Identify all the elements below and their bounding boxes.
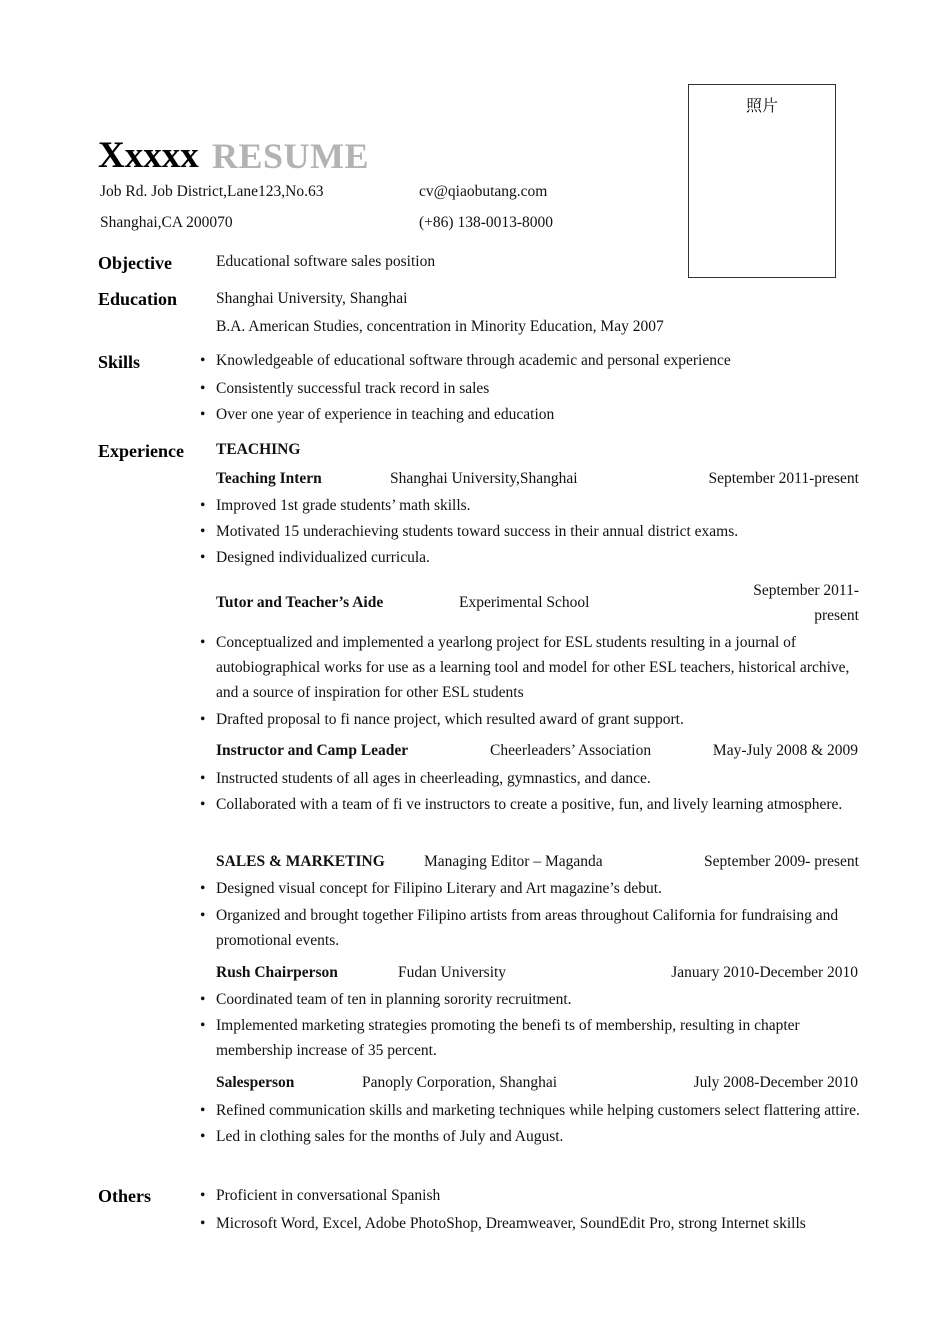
photo-label: 照片 (745, 96, 778, 115)
skills-heading: Skills (98, 352, 141, 372)
objective-heading: Objective (98, 253, 172, 273)
photo-placeholder (688, 84, 836, 278)
job-organization: Fudan University (398, 964, 507, 981)
job-organization: Cheerleaders’ Association (490, 742, 652, 759)
objective-text: Educational software sales position (216, 253, 436, 270)
education-school: Shanghai University, Shanghai (216, 290, 408, 307)
job-bullets (216, 630, 861, 732)
list-item: • Implemented marketing strategies promoting the benefi ts of membership, resulting in chapter membership increase of 35 percent. (216, 1013, 861, 1063)
list-item: • Designed visual concept for Filipino Literary and Art magazine’s debut. (216, 876, 861, 901)
list-item: • Organized and brought together Filipino artists from areas throughout California for fundraising and promotional events. (216, 903, 861, 953)
education-heading: Education (98, 289, 178, 309)
list-item: • Led in clothing sales for the months of July and August. (216, 1124, 861, 1149)
list-item: • Drafted proposal to fi nance project, which resulted award of grant support. (216, 707, 861, 732)
others-heading: Others (98, 1186, 151, 1206)
experience-heading: Experience (98, 441, 184, 461)
job-date: May-July 2008 & 2009 (712, 742, 858, 759)
job-title: SALES & MARKETING (216, 853, 385, 870)
list-item: • Motivated 15 underachieving students toward success in their annual district exams. (216, 519, 861, 544)
job-date: September 2011- (753, 582, 859, 599)
list-item: • Collaborated with a team of fi ve instructors to create a positive, fun, and lively learning atmosphere. (216, 792, 861, 817)
list-item: • Coordinated team of ten in planning sorority recruitment. (216, 987, 861, 1012)
job-title: Tutor and Teacher’s Aide (216, 594, 384, 611)
job-bullets (216, 1098, 861, 1149)
job-title: Teaching Intern (216, 470, 322, 487)
candidate-name: Xxxxx (98, 135, 199, 176)
resume-title: RESUME (212, 136, 370, 176)
job-date: September 2011-present (708, 470, 859, 487)
skills-list (216, 348, 861, 427)
job-date: July 2008-December 2010 (693, 1074, 858, 1091)
address-line-1: Job Rd. Job District,Lane123,No.63 (100, 183, 324, 200)
others-list (216, 1183, 861, 1236)
list-item: • Over one year of experience in teaching and education (216, 402, 861, 427)
job-bullets (216, 876, 861, 953)
list-item: • Microsoft Word, Excel, Adobe PhotoShop, Dreamweaver, SoundEdit Pro, strong Internet skills (216, 1211, 861, 1236)
job-organization: Managing Editor – Maganda (424, 853, 603, 870)
phone-number: (+86) 138-0013-8000 (419, 214, 554, 231)
list-item: • Designed individualized curricula. (216, 545, 861, 570)
job-bullets (216, 987, 861, 1063)
list-item: • Instructed students of all ages in cheerleading, gymnastics, and dance. (216, 766, 861, 791)
job-date: September 2009- present (704, 853, 859, 870)
teaching-subheading: TEACHING (216, 441, 301, 458)
job-title: Salesperson (216, 1074, 295, 1091)
list-item: • Proficient in conversational Spanish (216, 1183, 861, 1208)
job-title: Rush Chairperson (216, 964, 338, 981)
job-organization: Panoply Corporation, Shanghai (362, 1074, 558, 1091)
list-item: • Consistently successful track record in sales (216, 376, 861, 401)
email-address: cv@qiaobutang.com (419, 183, 548, 200)
address-line-2: Shanghai,CA 200070 (100, 214, 233, 231)
list-item: • Improved 1st grade students’ math skills. (216, 493, 861, 518)
job-bullets (216, 766, 861, 817)
education-degree: B.A. American Studies, concentration in Minority Education, May 2007 (216, 318, 664, 335)
list-item: • Refined communication skills and marketing techniques while helping customers select flattering attire. (216, 1098, 861, 1123)
list-item: • Knowledgeable of educational software through academic and personal experience (216, 348, 861, 373)
job-bullets (216, 493, 861, 570)
job-organization: Experimental School (459, 594, 590, 611)
job-date: January 2010-December 2010 (671, 964, 858, 981)
job-date-continued: present (814, 607, 859, 624)
list-item: • Conceptualized and implemented a yearlong project for ESL students resulting in a journal of autobiographical works for use as a learning tool and model for other ESL teachers, historical archive, and a source of inspiration for other ESL students (216, 630, 861, 705)
job-organization: Shanghai University,Shanghai (390, 470, 578, 487)
job-title: Instructor and Camp Leader (216, 742, 409, 759)
